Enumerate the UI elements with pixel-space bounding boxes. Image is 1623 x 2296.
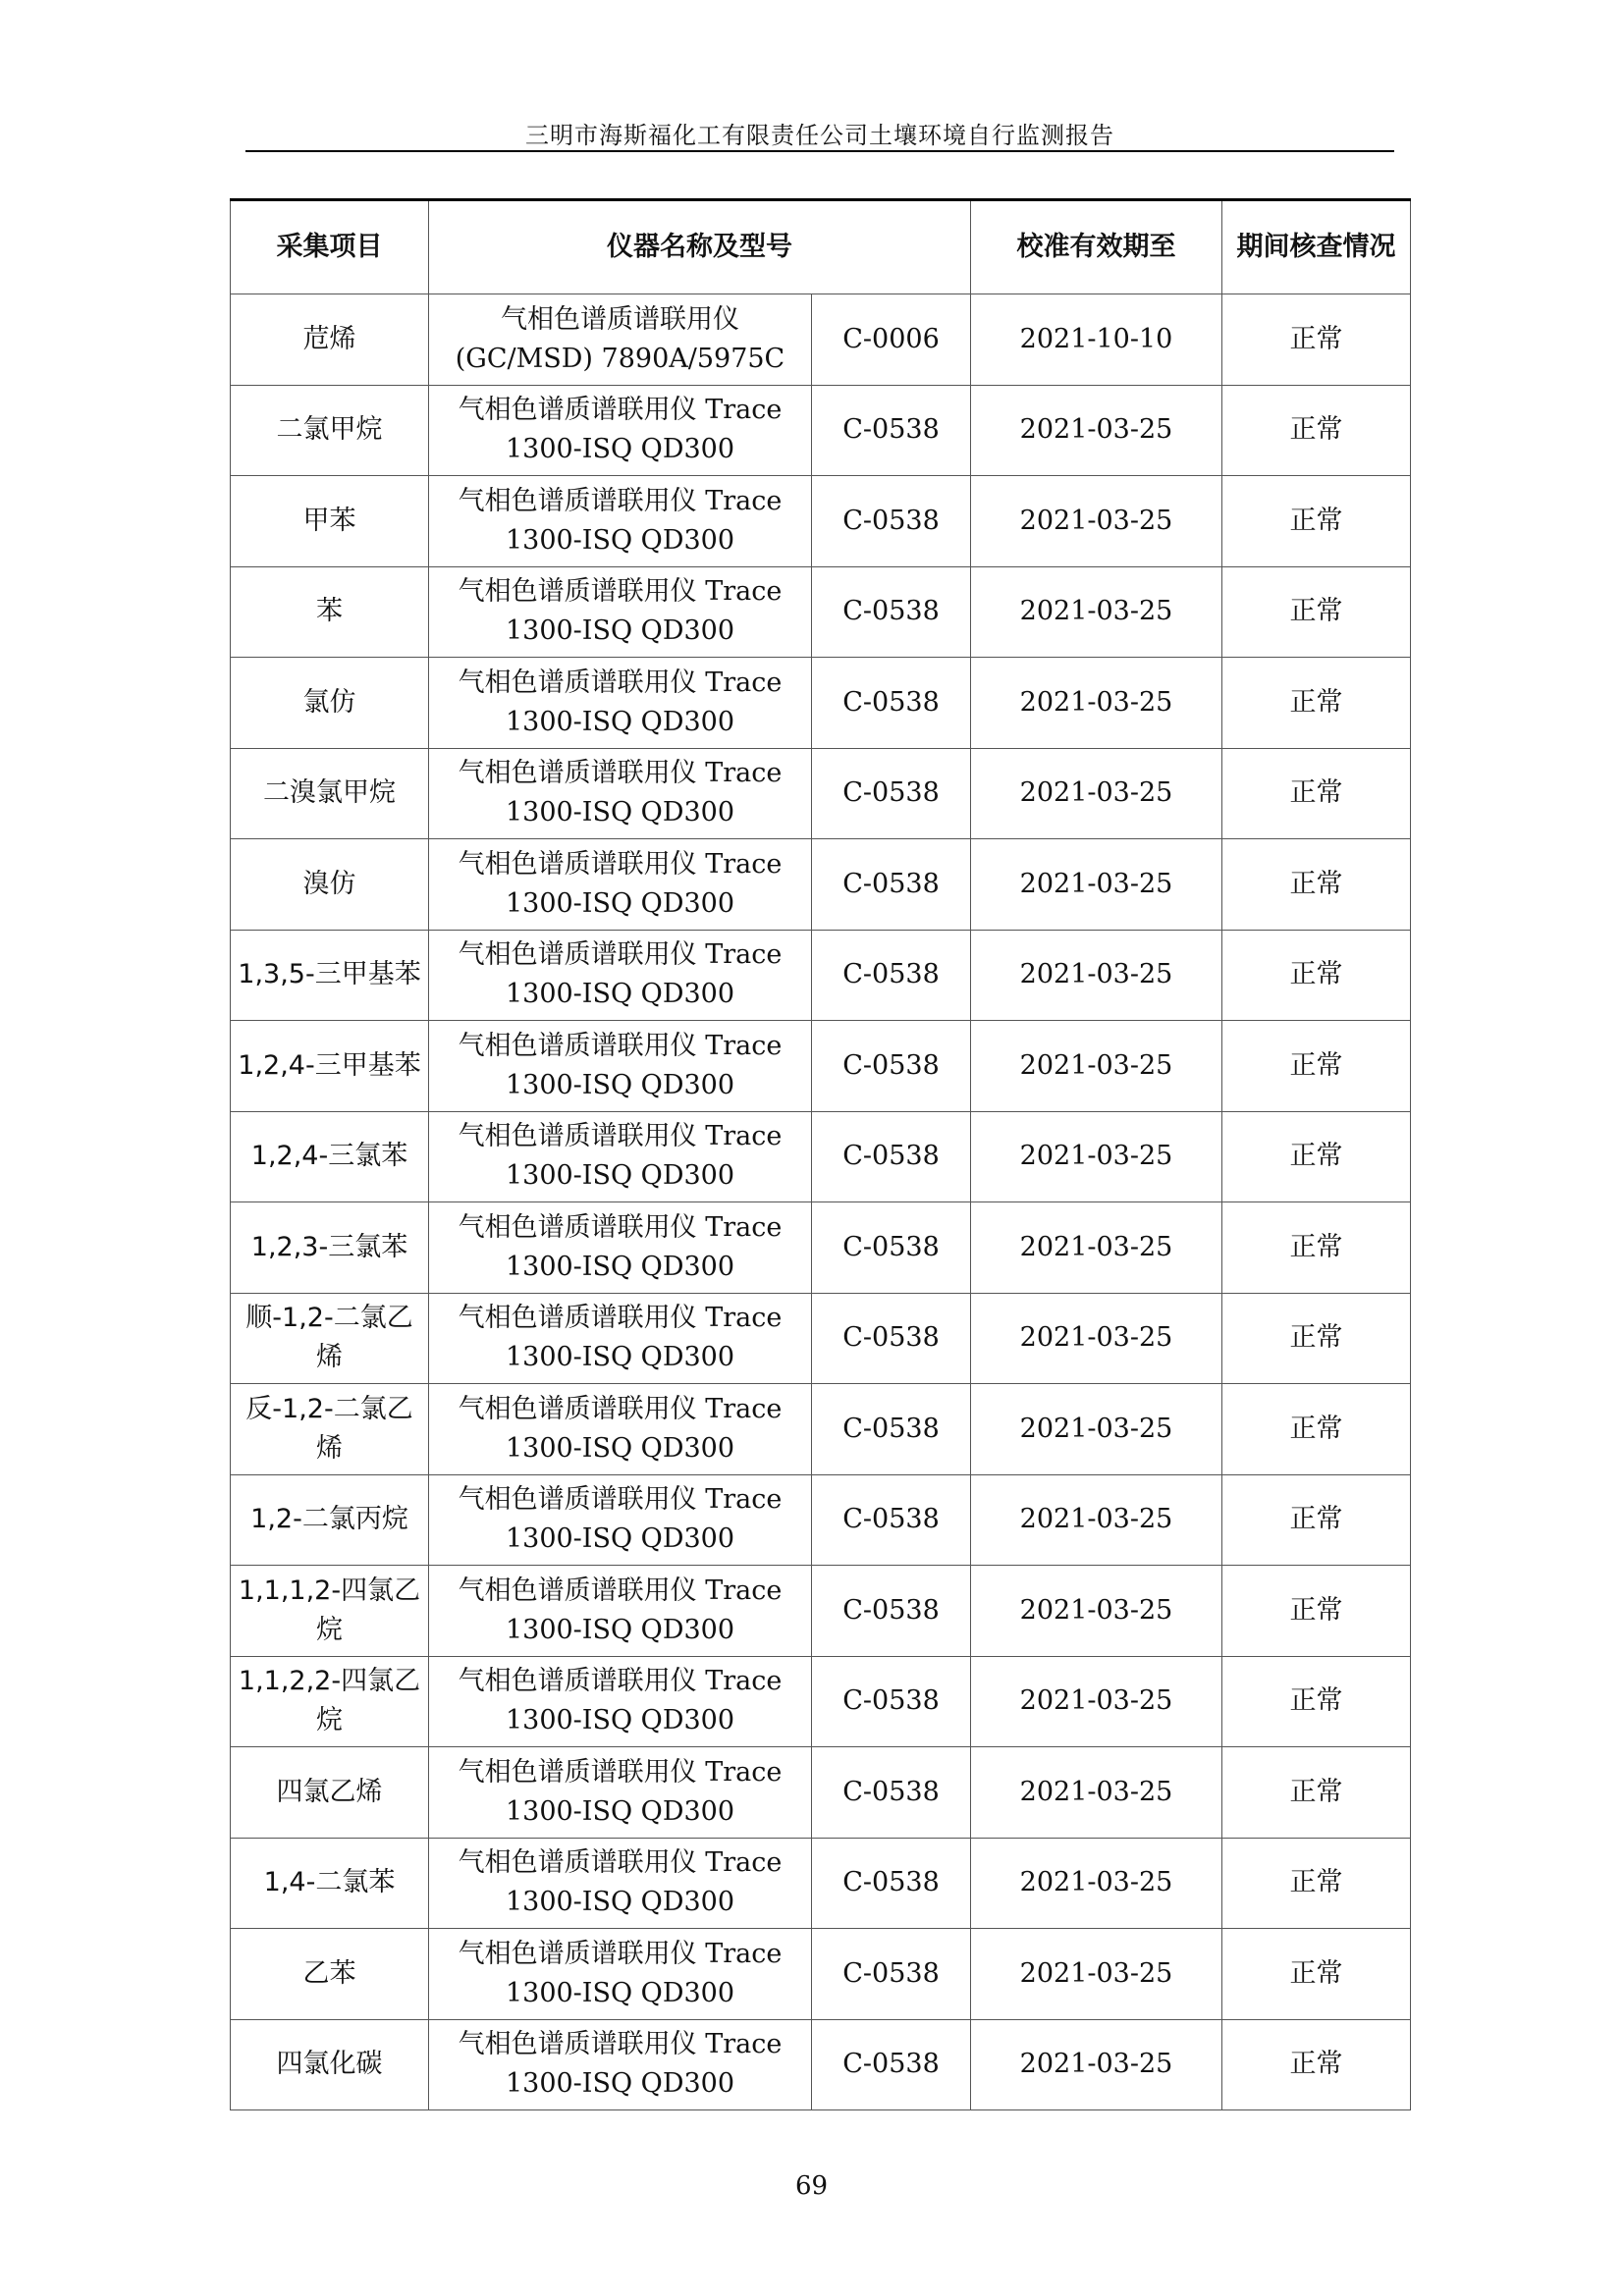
cell-calibration-date: 2021-03-25 (971, 1566, 1222, 1657)
cell-check-status: 正常 (1222, 1656, 1411, 1747)
cell-calibration-date: 2021-03-25 (971, 658, 1222, 749)
cell-item: 溴仿 (231, 839, 429, 931)
cell-calibration-date: 2021-03-25 (971, 1656, 1222, 1747)
cell-instrument-code: C-0538 (812, 1111, 971, 1202)
cell-instrument: 气相色谱质谱联用仪 Trace 1300-ISQ QD300 (429, 658, 812, 749)
cell-instrument-code: C-0538 (812, 1838, 971, 1929)
cell-check-status: 正常 (1222, 839, 1411, 931)
cell-item: 氯仿 (231, 658, 429, 749)
cell-calibration-date: 2021-03-25 (971, 1021, 1222, 1112)
cell-item: 四氯化碳 (231, 2019, 429, 2110)
cell-calibration-date: 2021-03-25 (971, 1747, 1222, 1839)
cell-calibration-date: 2021-03-25 (971, 1384, 1222, 1475)
cell-instrument: 气相色谱质谱联用仪 Trace 1300-ISQ QD300 (429, 385, 812, 476)
header-rule (245, 150, 1394, 152)
cell-calibration-date: 2021-03-25 (971, 1111, 1222, 1202)
cell-instrument: 气相色谱质谱联用仪 Trace 1300-ISQ QD300 (429, 1474, 812, 1566)
cell-item: 1,2,4-三甲基苯 (231, 1021, 429, 1112)
cell-instrument-code: C-0538 (812, 658, 971, 749)
cell-check-status: 正常 (1222, 1566, 1411, 1657)
cell-item: 1,3,5-三甲基苯 (231, 930, 429, 1021)
col-header-calibration-date: 校准有效期至 (971, 200, 1222, 294)
cell-instrument: 气相色谱质谱联用仪 Trace 1300-ISQ QD300 (429, 1747, 812, 1839)
cell-item: 四氯乙烯 (231, 1747, 429, 1839)
cell-check-status: 正常 (1222, 1474, 1411, 1566)
cell-item: 甲苯 (231, 476, 429, 567)
cell-instrument-code: C-0538 (812, 1293, 971, 1384)
table-row (231, 1384, 1411, 1475)
cell-instrument-code: C-0538 (812, 1929, 971, 2020)
cell-instrument: 气相色谱质谱联用仪 Trace 1300-ISQ QD300 (429, 1384, 812, 1475)
cell-instrument: 气相色谱质谱联用仪 Trace 1300-ISQ QD300 (429, 1838, 812, 1929)
cell-instrument: 气相色谱质谱联用仪 Trace 1300-ISQ QD300 (429, 1566, 812, 1657)
table-row (231, 839, 1411, 931)
cell-instrument: 气相色谱质谱联用仪 Trace 1300-ISQ QD300 (429, 566, 812, 658)
cell-calibration-date: 2021-03-25 (971, 748, 1222, 839)
cell-instrument-code: C-0538 (812, 930, 971, 1021)
cell-instrument-code: C-0538 (812, 566, 971, 658)
cell-instrument-code: C-0538 (812, 1566, 971, 1657)
cell-instrument-code: C-0538 (812, 1202, 971, 1294)
cell-instrument-code: C-0538 (812, 385, 971, 476)
cell-instrument-code: C-0538 (812, 1656, 971, 1747)
table-row (231, 748, 1411, 839)
cell-item: 1,4-二氯苯 (231, 1838, 429, 1929)
cell-item: 二氯甲烷 (231, 385, 429, 476)
header-title: 三明市海斯福化工有限责任公司土壤环境自行监测报告 (525, 122, 1114, 149)
cell-instrument-code: C-0538 (812, 748, 971, 839)
cell-instrument-code: C-0538 (812, 476, 971, 567)
cell-instrument: 气相色谱质谱联用仪 Trace 1300-ISQ QD300 (429, 1021, 812, 1112)
cell-check-status: 正常 (1222, 1747, 1411, 1839)
cell-item: 二溴氯甲烷 (231, 748, 429, 839)
cell-calibration-date: 2021-03-25 (971, 2019, 1222, 2110)
table-row (231, 1474, 1411, 1566)
cell-item: 苯 (231, 566, 429, 658)
cell-check-status: 正常 (1222, 658, 1411, 749)
cell-item: 1,1,2,2-四氯乙烷 (231, 1656, 429, 1747)
cell-item: 反-1,2-二氯乙烯 (231, 1384, 429, 1475)
cell-calibration-date: 2021-03-25 (971, 1202, 1222, 1294)
cell-check-status: 正常 (1222, 294, 1411, 386)
cell-calibration-date: 2021-03-25 (971, 930, 1222, 1021)
table-row (231, 1202, 1411, 1294)
table-header-row (231, 200, 1411, 294)
table-row (231, 476, 1411, 567)
cell-check-status: 正常 (1222, 566, 1411, 658)
cell-calibration-date: 2021-03-25 (971, 566, 1222, 658)
cell-instrument-code: C-0538 (812, 1021, 971, 1112)
cell-instrument: 气相色谱质谱联用仪 Trace 1300-ISQ QD300 (429, 839, 812, 931)
table-row (231, 1929, 1411, 2020)
cell-check-status: 正常 (1222, 748, 1411, 839)
table-row (231, 2019, 1411, 2110)
cell-instrument-code: C-0538 (812, 1384, 971, 1475)
cell-instrument: 气相色谱质谱联用仪 Trace 1300-ISQ QD300 (429, 1293, 812, 1384)
col-header-instrument: 仪器名称及型号 (429, 200, 971, 294)
cell-check-status: 正常 (1222, 1021, 1411, 1112)
table-row (231, 1656, 1411, 1747)
cell-item: 顺-1,2-二氯乙烯 (231, 1293, 429, 1384)
page-number: 69 (794, 2171, 829, 2201)
cell-calibration-date: 2021-03-25 (971, 1474, 1222, 1566)
table-row (231, 1293, 1411, 1384)
cell-check-status: 正常 (1222, 930, 1411, 1021)
cell-instrument: 气相色谱质谱联用仪 Trace 1300-ISQ QD300 (429, 748, 812, 839)
cell-calibration-date: 2021-03-25 (971, 839, 1222, 931)
cell-calibration-date: 2021-03-25 (971, 1929, 1222, 2020)
table-row (231, 1838, 1411, 1929)
cell-instrument: 气相色谱质谱联用仪 Trace 1300-ISQ QD300 (429, 1202, 812, 1294)
col-header-check-status: 期间核查情况 (1222, 200, 1411, 294)
cell-check-status: 正常 (1222, 1929, 1411, 2020)
cell-check-status: 正常 (1222, 476, 1411, 567)
table-row (231, 930, 1411, 1021)
cell-instrument-code: C-0538 (812, 839, 971, 931)
cell-check-status: 正常 (1222, 1384, 1411, 1475)
cell-instrument-code: C-0538 (812, 1474, 971, 1566)
table-row (231, 1111, 1411, 1202)
table-row (231, 1021, 1411, 1112)
cell-calibration-date: 2021-03-25 (971, 1293, 1222, 1384)
cell-check-status: 正常 (1222, 1111, 1411, 1202)
cell-instrument: 气相色谱质谱联用仪 Trace 1300-ISQ QD300 (429, 2019, 812, 2110)
cell-check-status: 正常 (1222, 1838, 1411, 1929)
table-body (231, 294, 1411, 2110)
cell-item: 1,2,3-三氯苯 (231, 1202, 429, 1294)
cell-instrument-code: C-0538 (812, 1747, 971, 1839)
cell-instrument: 气相色谱质谱联用仪 Trace 1300-ISQ QD300 (429, 930, 812, 1021)
cell-instrument-code: C-0006 (812, 294, 971, 386)
cell-instrument: 气相色谱质谱联用仪 Trace 1300-ISQ QD300 (429, 1656, 812, 1747)
cell-item: 1,2,4-三氯苯 (231, 1111, 429, 1202)
cell-check-status: 正常 (1222, 2019, 1411, 2110)
cell-instrument: 气相色谱质谱联用仪 Trace 1300-ISQ QD300 (429, 1111, 812, 1202)
table-row (231, 1747, 1411, 1839)
col-header-item: 采集项目 (231, 200, 429, 294)
cell-calibration-date: 2021-03-25 (971, 385, 1222, 476)
cell-item: 苊烯 (231, 294, 429, 386)
cell-instrument: 气相色谱质谱联用仪 (GC/MSD) 7890A/5975C (429, 294, 812, 386)
cell-instrument: 气相色谱质谱联用仪 Trace 1300-ISQ QD300 (429, 1929, 812, 2020)
calibration-table (230, 198, 1411, 2110)
table-row (231, 294, 1411, 386)
cell-item: 1,1,1,2-四氯乙烷 (231, 1566, 429, 1657)
cell-check-status: 正常 (1222, 1293, 1411, 1384)
cell-instrument-code: C-0538 (812, 2019, 971, 2110)
cell-check-status: 正常 (1222, 1202, 1411, 1294)
cell-check-status: 正常 (1222, 385, 1411, 476)
cell-instrument: 气相色谱质谱联用仪 Trace 1300-ISQ QD300 (429, 476, 812, 567)
cell-item: 1,2-二氯丙烷 (231, 1474, 429, 1566)
cell-calibration-date: 2021-10-10 (971, 294, 1222, 386)
cell-calibration-date: 2021-03-25 (971, 476, 1222, 567)
table-row (231, 385, 1411, 476)
table-row (231, 566, 1411, 658)
cell-calibration-date: 2021-03-25 (971, 1838, 1222, 1929)
cell-item: 乙苯 (231, 1929, 429, 2020)
table-row (231, 1566, 1411, 1657)
table-row (231, 658, 1411, 749)
